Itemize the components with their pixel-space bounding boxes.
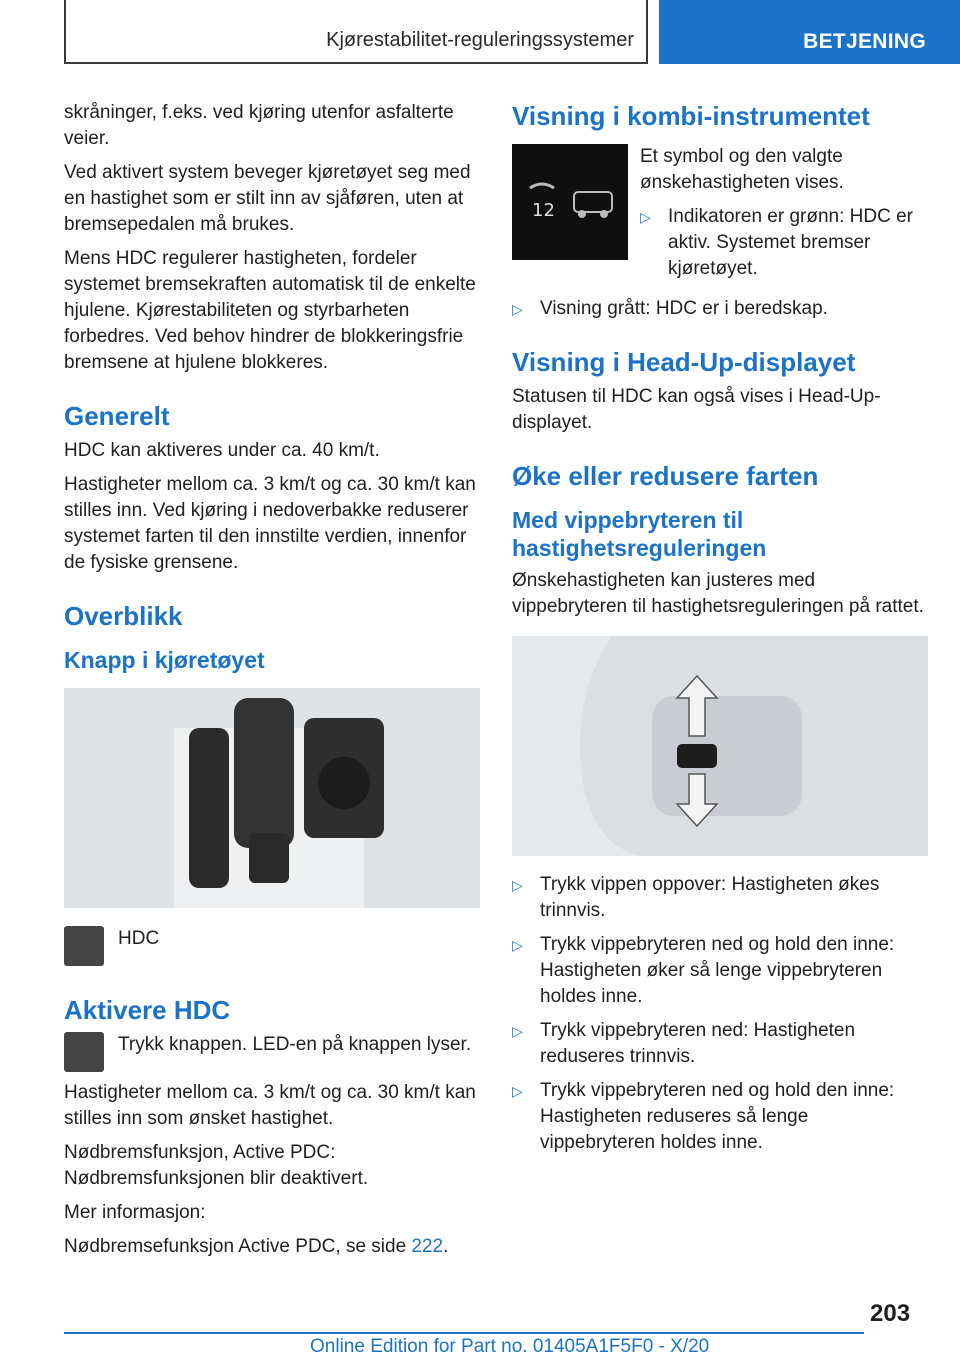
hdc-button-icon [64,1032,104,1072]
heading-overblikk: Overblikk [64,601,183,631]
svg-text:12: 12 [532,200,555,221]
instrument-cluster-photo [512,144,628,260]
paragraph: Et symbol og den valgte ønskehastigheten vises. [640,146,844,193]
heading-visning: Visning i kombi-instrumentet [512,101,870,131]
bullet-triangle-icon: ▷ [512,301,523,317]
heading-vippe: Med vippebryteren til hastighetsreguleringen [512,507,767,561]
paragraph: Nødbremsfunksjon, Active PDC: Nødbremsfunksjonen blir deaktivert. [64,1142,369,1189]
hdc-button-icon [64,926,104,966]
page-link[interactable]: 222 [411,1236,444,1257]
heading-aktivere: Aktivere HDC [64,995,231,1025]
footer-rule [64,1332,864,1334]
running-header-chapter: BETJENING [659,0,960,64]
paragraph: Mens HDC regulerer hastigheten, fordeler systemet bremsekraften automatisk til de enkelte hjulene. Kjørestabiliteten og styrbarheten forbedres. Ved behov hindrer de blokkeringsfrie bremsene at hjulene blokkeres. [64,248,476,373]
paragraph: Statusen til HDC kan også vises i Head-Up-displayet. [512,386,881,433]
list-item: ▷ Indikatoren er grønn: HDC er aktiv. Systemet bremser kjøretøyet. [640,206,913,279]
cruise-control-rocker-illustration [512,636,928,856]
paragraph-reference: Nødbremsefunksjon Active PDC, se side 222. [64,1236,449,1257]
right-column [512,100,928,1164]
paragraph: skråninger, f.eks. ved kjøring utenfor asfalterte veier. [64,102,454,149]
paragraph: Ønskehastigheten kan justeres med vippebryteren til hastighetsreguleringen på rattet. [512,570,924,617]
steering-wheel-photo [512,636,928,856]
bullet-triangle-icon: ▷ [512,1023,523,1039]
heading-knapp: Knapp i kjøretøyet [64,647,265,673]
list-item: ▷ Trykk vippebryteren ned og hold den inne: Hastigheten reduseres så lenge vippebryteren holdes inne. [512,1080,895,1153]
bullet-triangle-icon: ▷ [512,937,523,953]
center-console-illustration [64,688,480,908]
paragraph: Trykk knappen. LED-en på knappen lyser. [118,1034,472,1055]
heading-hud: Visning i Head-Up-displayet [512,347,856,377]
list-item: ▷ Trykk vippebryteren ned: Hastigheten reduseres trinnvis. [512,1020,856,1067]
paragraph: Ved aktivert system beveger kjøretøyet seg med en hastighet som er stilt inn av sjåføren, uten at bremsepedalen må brukes. [64,162,471,235]
hdc-cluster-symbol-icon [512,144,628,260]
left-column [64,100,480,1268]
bullet-triangle-icon: ▷ [512,877,523,893]
center-console-photo [64,688,480,908]
hdc-label: HDC [118,928,160,949]
paragraph: HDC kan aktiveres under ca. 40 km/t. [64,440,380,461]
bullet-triangle-icon: ▷ [640,209,651,225]
paragraph: Hastigheter mellom ca. 3 km/t og ca. 30 km/t kan stilles inn som ønsket hastighet. [64,1082,476,1129]
heading-oke: Øke eller redusere farten [512,461,819,491]
list-item: ▷ Visning grått: HDC er i beredskap. [512,296,928,322]
heading-generelt: Generelt [64,401,170,431]
list-item: ▷ Trykk vippebryteren ned og hold den inne: Hastigheten øker så lenge vippebryteren holdes inne. [512,934,895,1007]
paragraph: Mer informasjon: [64,1202,206,1223]
page-number: 203 [870,1300,911,1327]
footer-edition: Online Edition for Part no. 01405A1F5F0 - X/20 [310,1336,710,1357]
paragraph: Hastigheter mellom ca. 3 km/t og ca. 30 km/t kan stilles inn. Ved kjøring i nedoverbakke reduserer systemet farten til den innstilte verdien, innenfor de fysiske grensene. [64,474,476,573]
list-item: ▷ Trykk vippen oppover: Hastigheten økes trinnvis. [512,874,880,921]
bullet-triangle-icon: ▷ [512,1083,523,1099]
running-header-section: Kjørestabilitet-reguleringssystemer [64,0,648,64]
